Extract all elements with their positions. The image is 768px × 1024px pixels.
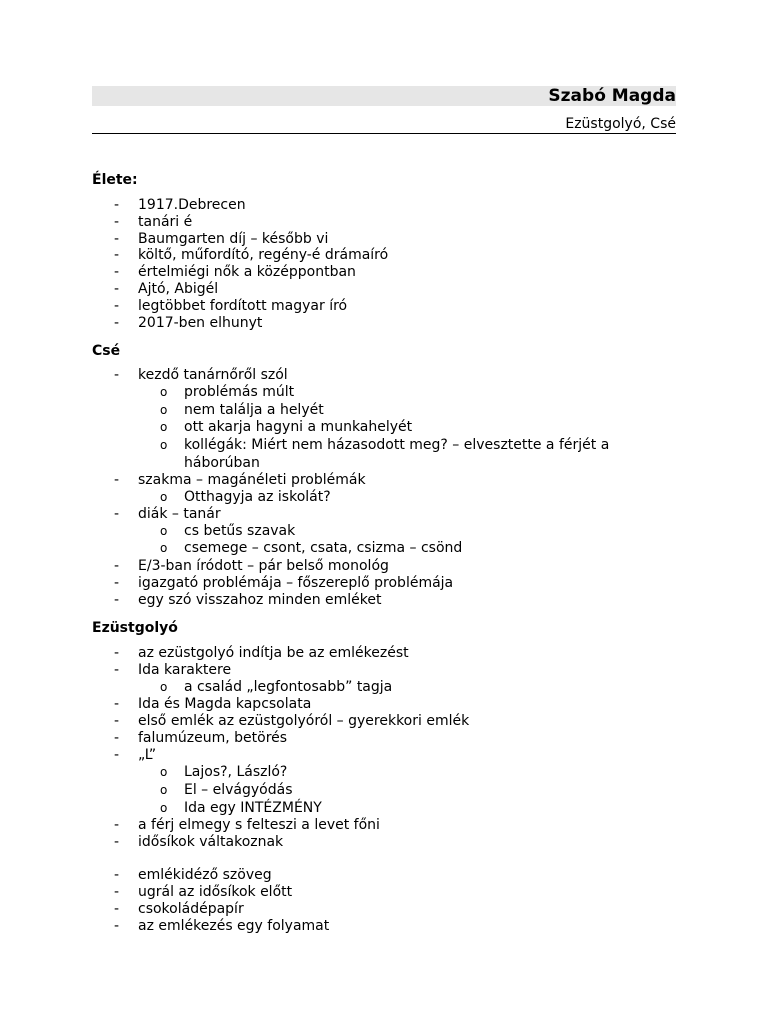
section-heading-ezustgolyo: Ezüstgolyó (92, 620, 178, 636)
section-heading-elete: Élete: (92, 172, 138, 188)
document-page: Szabó Magda Ezüstgolyó, Csé Élete: - 1917.Debrecen - tanári é - Baumgarten díj – később vi - költő, műfordító, regény-é drámaíró - értelmiégi nők a középpontban - Ajtó, Abigél - legtöbbet fordított magyar író - 2017-ben elhunyt Csé - kezdő tanárnőről szól o problémás múlt o nem találja a helyét o ott akarja hagyni a munkahelyét o kollégák: Miért nem házasodott meg? – elvesztette a férjét a háborúban - szakma – magánéleti problémák o Otthagyja az iskolát? - diák – tanár o cs betűs szavak o csemege – csont, csata, csizma – csönd - E/3-ban íródott – pár belső monológ - igazgató problémája – főszereplő problémája - egy szó visszahoz minden emléket Ezüstgolyó - az ezüstgolyó indítja be az emlékezést - Ida karaktere o a család „legfontosabb” tagja - Ida és Magda kapcsolata - első emlék az ezüstgolyóról – gyerekkori emlék - falumúzeum, betörés - „L” o Lajos?, László? o El – elvágyódás o Ida egy INTÉZMÉNY - a férj elmegy s felteszi a levet főni - idősíkok váltakoznak - emlékidéző szöveg - ugrál az idősíkok előtt - csokoládépapír - az emlékezés egy folyamat (92, 86, 676, 934)
document-title: Szabó Magda (548, 86, 676, 106)
document-subtitle: Ezüstgolyó, Csé (565, 116, 676, 132)
header-rule (92, 133, 676, 134)
section-heading-cse: Csé (92, 343, 121, 359)
